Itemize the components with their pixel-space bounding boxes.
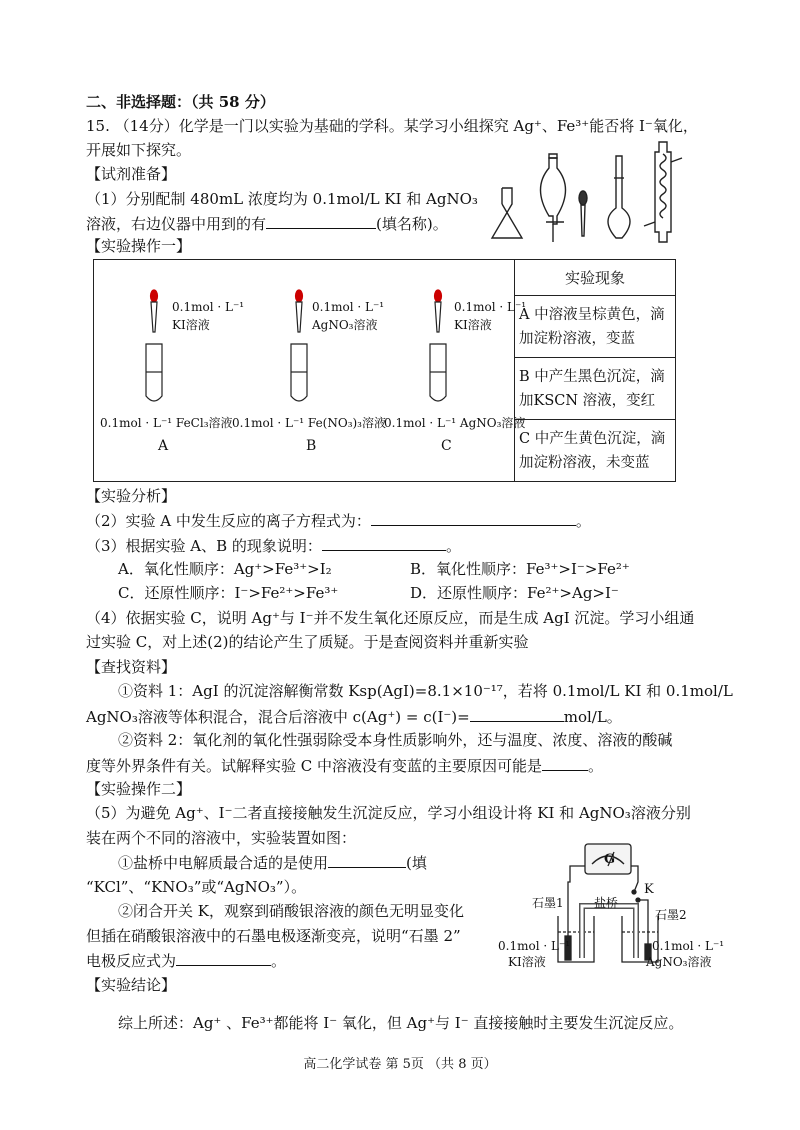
experiment-table: [93, 259, 676, 482]
q3-text: （3）根据实验 A、B 的现象说明：: [86, 537, 322, 555]
q5-1-line2: “KCl”、“KNO₃”或“AgNO₃”）。: [86, 878, 307, 896]
test-tube-c-icon: [430, 344, 446, 401]
q2-suffix: 。: [575, 512, 591, 530]
conclusion-heading: 【实验结论】: [86, 976, 177, 994]
info1-answer-blank[interactable]: [470, 706, 564, 722]
analysis-heading: 【实验分析】: [86, 487, 177, 505]
section-title: 二、非选择题：（共 58 分）: [86, 93, 275, 111]
q5-line2: 装在两个不同的溶液中，实验装置如图：: [86, 829, 357, 847]
observation-header: 实验现象: [515, 260, 676, 296]
observation-c: [515, 420, 676, 482]
q15-stem-line2: 开展如下探究。: [86, 141, 192, 159]
glassware-illustration: [486, 138, 711, 248]
tube-c-label: C: [441, 438, 452, 454]
q5-1-text: ①盐桥中电解质最合适的是使用: [118, 854, 329, 872]
tube-a-reagent-conc: 0.1mol · L⁻¹: [172, 300, 245, 314]
observation-c-line1: C 中产生黄色沉淀，滴: [519, 430, 666, 447]
salt-bridge-label: 盐桥: [594, 896, 619, 910]
prep-heading: 【试剂准备】: [86, 165, 177, 183]
q2-answer-blank[interactable]: [371, 510, 576, 526]
info1-line2: [86, 706, 622, 727]
q4-line1: （4）依据实验 C，说明 Ag⁺与 I⁻并不发生氧化还原反应，而是生成 AgI 沉淀。学习小组通: [86, 609, 695, 627]
q3-suffix: 。: [445, 537, 461, 555]
q1-line2: [86, 213, 448, 234]
q5-2-suffix: 。: [271, 952, 287, 970]
q5-2-line3: [86, 950, 286, 971]
info2-text: 度等外界条件有关。试解释实验 C 中溶液没有变蓝的主要原因可能是: [86, 757, 543, 775]
option-d[interactable]: D．还原性顺序：Fe²⁺>Ag>I⁻: [410, 584, 619, 602]
q5-1-answer-blank[interactable]: [328, 852, 406, 868]
right-solution-conc: 0.1mol · L⁻¹: [652, 939, 725, 953]
info2-line1: ②资料 2：氧化剂的氧化性强弱除受本身性质影响外，还与温度、浓度、溶液的酸碱: [118, 731, 673, 749]
tube-b-reagent-name: AgNO₃溶液: [312, 318, 378, 332]
right-solution-name: AgNO₃溶液: [646, 955, 712, 969]
option-c[interactable]: C．还原性顺序：I⁻>Fe²⁺>Fe³⁺: [118, 584, 339, 602]
q1-suffix: (填名称)。: [376, 215, 448, 233]
conclusion-text: 综上所述：Ag⁺ 、Fe³⁺都能将 I⁻ 氧化，但 Ag⁺与 I⁻ 直接接触时主要发生沉淀反应。: [118, 1014, 684, 1032]
option-a[interactable]: A．氧化性顺序：Ag⁺>Fe³⁺>I₂: [118, 560, 332, 578]
switch-k-icon: [632, 890, 640, 902]
tube-c-reagent-conc: 0.1mol · L⁻¹: [454, 300, 527, 314]
test-tube-a-icon: [146, 344, 162, 401]
op1-heading: 【实验操作一】: [86, 237, 192, 255]
q15-stem-line1: 15. （14分）化学是一门以实验为基础的学科。某学习小组探究 Ag⁺、Fe³⁺能否将 I⁻氧化，: [86, 117, 698, 135]
dropper-c-icon: [435, 290, 442, 332]
info1-line1: ①资料 1：AgI 的沉淀溶解衡常数 Ksp(AgI)=8.1×10⁻¹⁷，若将 0.1mol/L KI 和 0.1mol/L: [118, 682, 733, 700]
observation-a-line2: 加淀粉溶液，变蓝: [519, 330, 635, 347]
q5-2-answer-blank[interactable]: [176, 950, 271, 966]
q5-2-line2: 但插在硝酸银溶液中的石墨电极逐渐变亮，说明“石墨 2”: [86, 927, 461, 945]
q1-text: 溶液，右边仪器中用到的有: [86, 215, 267, 233]
condenser-icon: [644, 142, 682, 242]
tube-b-reagent-conc: 0.1mol · L⁻¹: [312, 300, 385, 314]
tube-a-solution: 0.1mol · L⁻¹ FeCl₃溶液: [100, 416, 233, 430]
galvanometer-label: G: [604, 852, 616, 867]
q2-text: （2）实验 A 中发生反应的离子方程式为：: [86, 512, 371, 530]
tube-c-reagent-name: KI溶液: [454, 318, 492, 332]
volumetric-flask-icon: [608, 156, 630, 238]
tube-a-reagent-name: KI溶液: [172, 318, 210, 332]
electrode-2-label: 石墨2: [655, 908, 687, 922]
observation-b: [515, 358, 676, 420]
dropper-icon: [579, 191, 587, 236]
q3-answer-blank[interactable]: [322, 535, 446, 551]
observation-a-line1: A 中溶液呈棕黄色，滴: [519, 306, 665, 323]
q5-1-line1: [118, 852, 427, 873]
op2-heading: 【实验操作二】: [86, 780, 192, 798]
observation-b-line1: B 中产生黑色沉淀，滴: [519, 368, 665, 385]
info2-answer-blank[interactable]: [542, 755, 588, 771]
q4-line2: 过实验 C，对上述(2)的结论产生了质疑。于是查阅资料并重新实验: [86, 633, 529, 651]
info2-suffix: 。: [588, 757, 604, 775]
left-solution-name: KI溶液: [508, 955, 546, 969]
option-b[interactable]: B．氧化性顺序：Fe³⁺>I⁻>Fe²⁺: [410, 560, 630, 578]
page-footer: 高二化学试卷 第 5页 （共 8 页）: [303, 1057, 497, 1072]
switch-label: K: [644, 882, 654, 897]
tube-c-solution: 0.1mol · L⁻¹ AgNO₃溶液: [384, 416, 526, 430]
tube-diagram-cell: [94, 260, 527, 482]
info-heading: 【查找资料】: [86, 658, 177, 676]
observation-c-line2: 加淀粉溶液，未变蓝: [519, 454, 650, 471]
q1-answer-blank[interactable]: [266, 213, 376, 229]
observation-b-line2: 加KSCN 溶液，变红: [519, 392, 656, 409]
tube-b-solution: 0.1mol · L⁻¹ Fe(NO₃)₃溶液: [232, 416, 386, 430]
tube-b-label: B: [306, 438, 317, 454]
observation-a: [515, 296, 676, 358]
q3-line: [86, 535, 461, 556]
left-solution-conc: 0.1mol · L⁻¹: [498, 939, 571, 953]
q5-2-text: 电极反应式为: [86, 952, 177, 970]
q5-line1: （5）为避免 Ag⁺、I⁻二者直接接触发生沉淀反应，学习小组设计将 KI 和 AgNO₃溶液分别: [86, 804, 691, 822]
q2-line: [86, 510, 591, 531]
q1-line1: （1）分别配制 480mL 浓度均为 0.1mol/L KI 和 AgNO₃: [86, 190, 478, 208]
q5-2-line1: ②闭合开关 K，观察到硝酸银溶液的颜色无明显变化: [118, 902, 464, 920]
separatory-funnel-icon: [541, 154, 566, 242]
info1-unit: mol/L。: [563, 708, 622, 726]
electrode-1-label: 石墨1: [532, 896, 564, 910]
tube-a-label: A: [158, 438, 169, 454]
info1-text: AgNO₃溶液等体积混合，混合后溶液中 c(Ag⁺) = c(I⁻)=: [86, 708, 470, 726]
q5-1-suffix: (填: [406, 854, 427, 872]
info2-line2: [86, 755, 603, 776]
conical-flask-icon: [492, 188, 522, 238]
dropper-b-icon: [296, 290, 303, 332]
test-tube-b-icon: [291, 344, 307, 401]
dropper-a-icon: [151, 290, 158, 332]
